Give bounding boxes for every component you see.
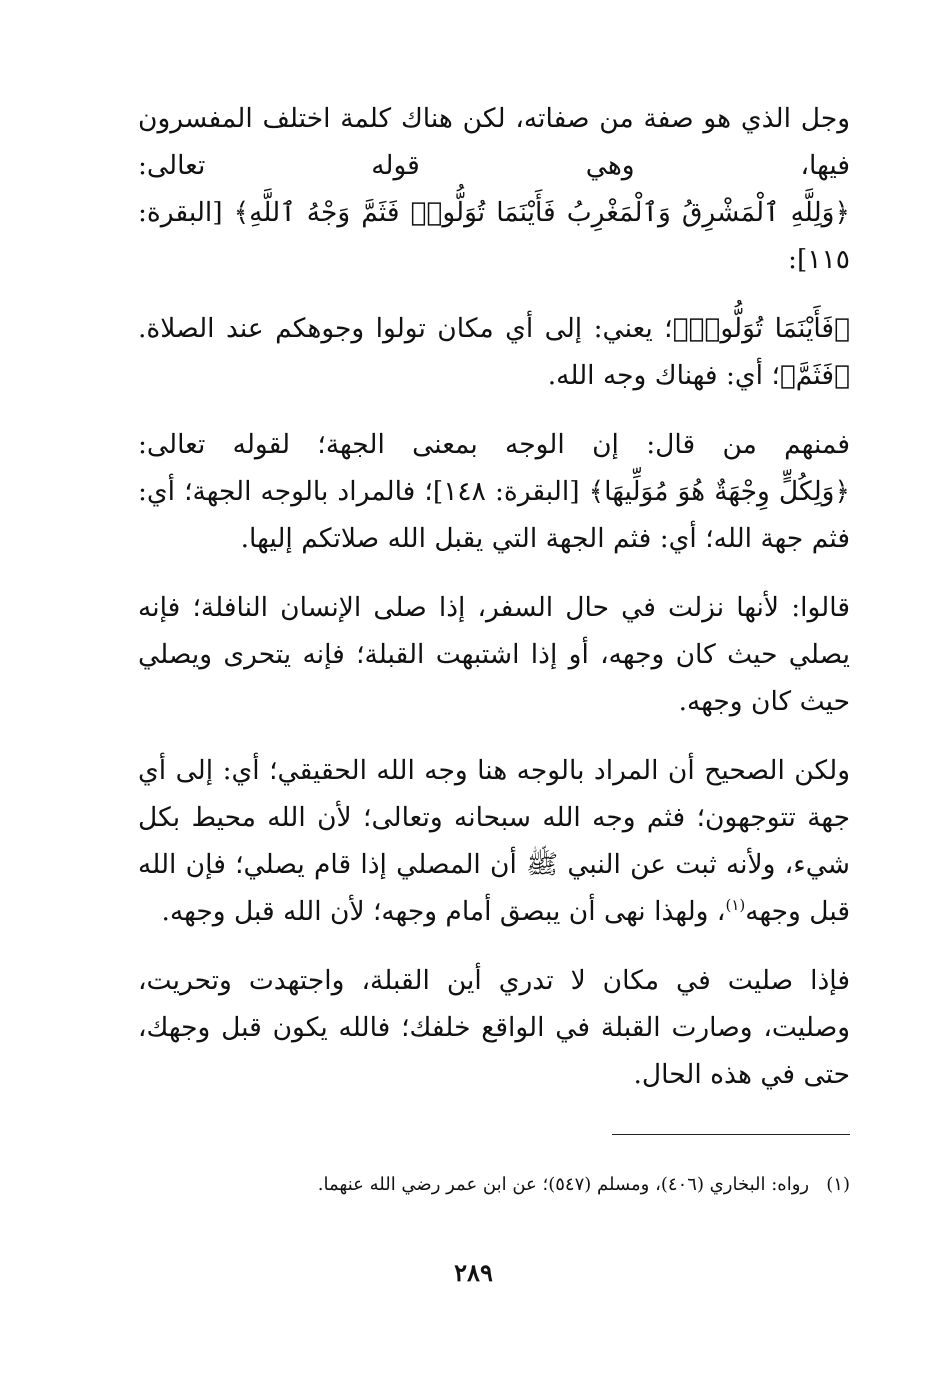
quran-phrase-fa-aynama: ﴿فَأَيْنَمَا تُوَلُّوا۟﴾	[672, 313, 850, 344]
footnote-reference[interactable]: (١)	[725, 896, 746, 915]
paragraph-3	[138, 421, 850, 562]
paragraph-1	[138, 95, 850, 283]
page-number: ٢٨٩	[454, 1258, 493, 1287]
quran-verse-baqarah-115: ﴿وَلِلَّهِ ٱلْمَشْرِقُ وَٱلْمَغْرِبُ فَأَيْنَمَا تُوَلُّوا۟ فَثَمَّ وَجْهُ ٱللَّهِ﴾	[233, 197, 850, 228]
paragraph-2-text-a: ؛ يعني: إلى أي مكان تولوا وجوهكم عند الصلاة.	[138, 313, 673, 344]
paragraph-2	[138, 305, 850, 399]
footnote-divider	[612, 1134, 850, 1135]
paragraph-2-text-b: ؛ أي: فهناك وجه الله.	[547, 360, 780, 391]
quran-phrase-fa-thamma: ﴿فَثَمَّ﴾	[779, 360, 850, 391]
paragraph-6-text: فإذا صليت في مكان لا تدري أين القبلة، واجتهدت وتحريت، وصليت، وصارت القبلة في الواقع خلفك؛ فالله يكون قبل وجهك، حتى في هذه الحال.	[138, 965, 850, 1090]
paragraph-1-text-b: [البقرة: ١١٥]:	[138, 197, 850, 275]
page-body	[138, 95, 850, 1120]
footnote-number: (١)	[826, 1174, 850, 1195]
paragraph-6	[138, 957, 850, 1098]
quran-verse-baqarah-148: ﴿وَلِكُلٍّ وِجْهَةٌ هُوَ مُوَلِّيهَا﴾	[588, 476, 850, 507]
paragraph-1-text-a: وجل الذي هو صفة من صفاته، لكن هناك كلمة اختلف المفسرون فيها، وهي قوله تعالى:	[138, 103, 850, 181]
paragraph-4	[138, 584, 850, 725]
paragraph-5-text-a: ولكن الصحيح أن المراد بالوجه هنا وجه الله الحقيقي؛ أي: إلى أي جهة تتوجهون؛ فثم وجه الله سبحانه وتعالى؛ لأن الله محيط بكل شيء، ولأنه ثبت عن النبي ﷺ أن المصلي إذا قام يصلي؛ فإن الله قبل وجهه	[138, 755, 850, 927]
paragraph-5-text-b: ، ولهذا نهى أن يبصق أمام وجهه؛ لأن الله قبل وجهه.	[161, 896, 726, 927]
paragraph-3-text-a: فمنهم من قال: إن الوجه بمعنى الجهة؛ لقوله تعالى:	[138, 429, 850, 460]
paragraph-3-text-b: [البقرة: ١٤٨]؛ فالمراد بالوجه الجهة؛ أي: فثم جهة الله؛ أي: فثم الجهة التي يقبل الله صلاتكم إليها.	[138, 476, 850, 554]
paragraph-5	[138, 747, 850, 935]
paragraph-4-text: قالوا: لأنها نزلت في حال السفر، إذا صلى الإنسان النافلة؛ فإنه يصلي حيث كان وجهه، أو إذا اشتبهت القبلة؛ فإنه يتحرى ويصلي حيث كان وجهه.	[138, 592, 850, 717]
footnote	[200, 1170, 850, 1200]
footnote-text: رواه: البخاري (٤٠٦)، ومسلم (٥٤٧)؛ عن ابن عمر رضي الله عنهما.	[317, 1174, 810, 1195]
